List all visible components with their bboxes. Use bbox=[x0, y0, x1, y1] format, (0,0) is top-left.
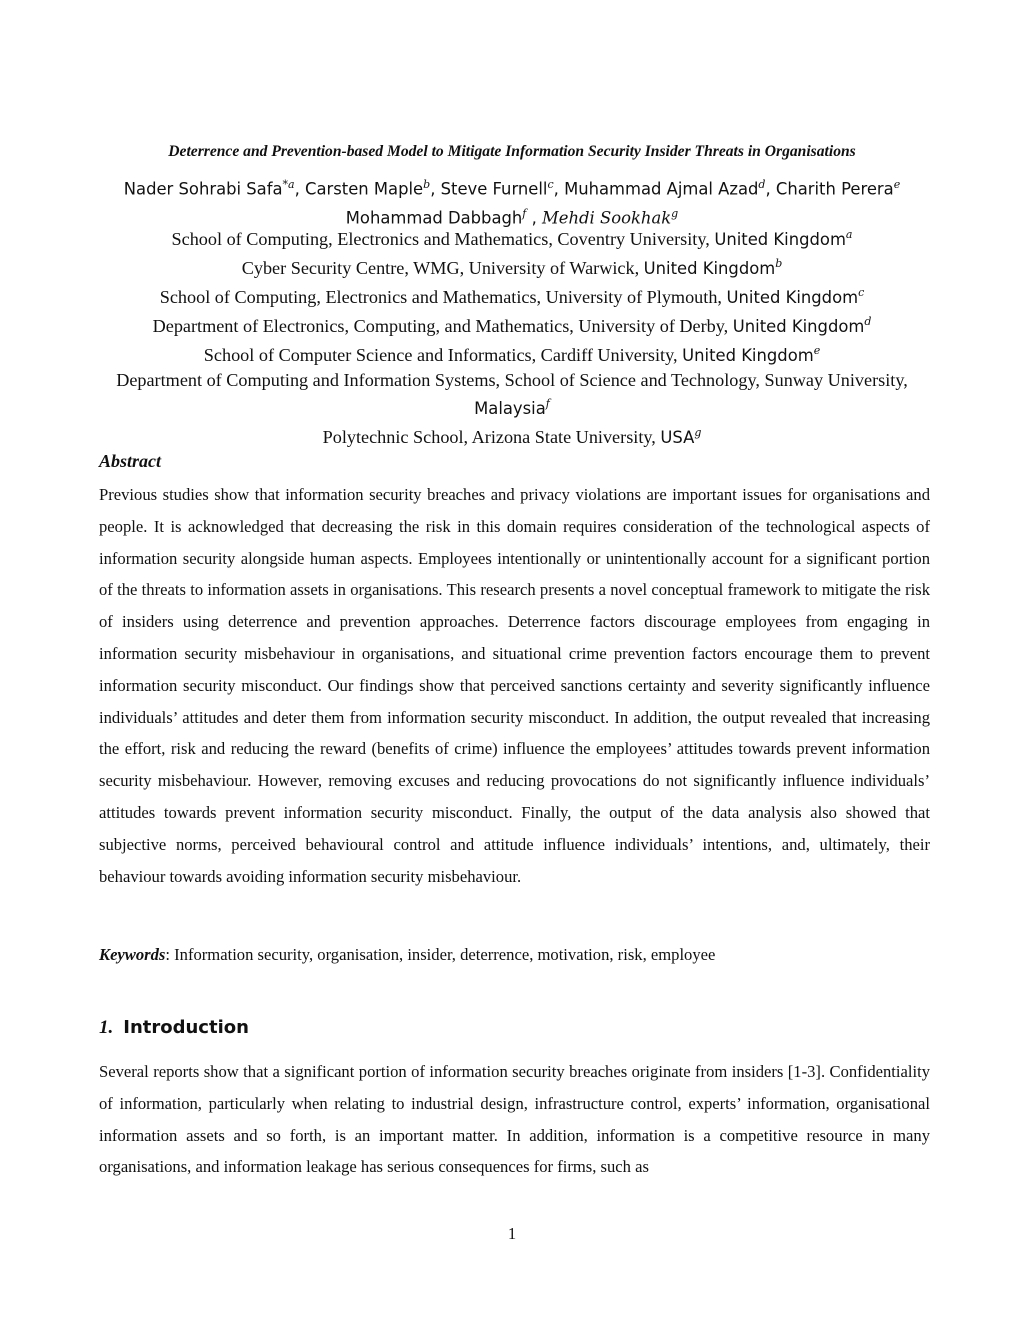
section-title: Introduction bbox=[123, 1017, 249, 1038]
author-name: Mehdi Sookhak bbox=[542, 208, 672, 228]
affiliation: Department of Computing and Information Systems, School of Science and Technology, Sunway University, Malaysia$^f$ bbox=[116, 370, 908, 419]
author-mark: b bbox=[423, 178, 431, 191]
keywords-text: : Information security, organisation, insider, deterrence, motivation, risk, employee bbox=[165, 945, 716, 964]
author-name: Muhammad Ajmal Azad bbox=[564, 179, 759, 199]
section-number: 1. bbox=[99, 1017, 114, 1038]
abstract-heading: Abstract bbox=[99, 451, 162, 471]
author-line-1: Nader Sohrabi Safa$^{*a}$, Carsten Maple$^b$, Steve Furnell$^c$, Muhammad Ajmal Azad$^d$, Charith Perera$^e$ bbox=[123, 178, 901, 199]
author-name: Nader Sohrabi Safa bbox=[123, 179, 283, 199]
author-mark: e bbox=[893, 178, 901, 191]
affiliation: School of Computing, Electronics and Mathematics, University of Plymouth, United Kingdom$^c$ bbox=[159, 286, 865, 308]
affiliation-list bbox=[80, 223, 944, 450]
affiliation: Department of Electronics, Computing, and Mathematics, University of Derby, United Kingdom$^d$ bbox=[152, 315, 872, 337]
author-name: Carsten Maple bbox=[305, 179, 424, 199]
paper-title: Deterrence and Prevention-based Model to Mitigate Information Security Insider Threats in Organisations bbox=[168, 143, 856, 160]
author-mark: c bbox=[547, 178, 554, 191]
affiliation: Cyber Security Centre, WMG, University of Warwick, United Kingdom$^b$ bbox=[241, 257, 783, 279]
author-line-2: Mohammad Dabbagh$^f$ , Mehdi Sookhak$^g$ bbox=[345, 207, 679, 228]
affiliation: School of Computer Science and Informatics, Cardiff University, United Kingdom$^e$ bbox=[203, 344, 821, 366]
author-name: Steve Furnell bbox=[440, 179, 548, 199]
keywords bbox=[99, 942, 930, 968]
section-heading bbox=[99, 1015, 249, 1041]
affiliation: School of Computing, Electronics and Mathematics, Coventry University, United Kingdom$^a$ bbox=[171, 228, 853, 250]
author-mark: *a bbox=[282, 178, 295, 191]
affiliation: Polytechnic School, Arizona State University, USA$^g$ bbox=[322, 426, 702, 448]
author-name: Mohammad Dabbagh bbox=[345, 208, 523, 228]
introduction-text: Several reports show that a significant portion of information security breaches originate from insiders [1-3]. Confidentiality of information, particularly when relating to industrial design, infrastructure control, experts’ information, organisational information assets and so forth, is an important matter. In addition, information is a competitive resource in many organisations, and information leakage has serious consequences for firms, such as bbox=[99, 1062, 930, 1177]
author-mark: f bbox=[522, 207, 527, 221]
author-mark: d bbox=[758, 178, 766, 191]
page-number: 1 bbox=[507, 1224, 517, 1243]
author-name: Charith Perera bbox=[775, 179, 894, 199]
abstract-text: Previous studies show that information security breaches and privacy violations are important issues for organisations and people. It is acknowledged that decreasing the risk in this domain requires consideration of the technological aspects of information security alongside human aspects. Employees intentionally or unintentionally account for a significant portion of the threats to information assets in organisations. This research presents a novel conceptual framework to mitigate the risk of insiders using deterrence and prevention approaches. Deterrence factors discourage employees from engaging in information security misbehaviour in organisations, and situational crime prevention factors encourage them to prevent information security misconduct. Our findings show that perceived sanctions certainty and severity significantly influence individuals’ attitudes and deter them from information security misconduct. In addition, the output revealed that increasing the effort, risk and reducing the reward (benefits of crime) influence the employees’ attitudes towards prevent information security misbehaviour. However, removing excuses and reducing provocations do not significantly influence individuals’ attitudes towards prevent information security misconduct. Finally, the output of the data analysis also showed that subjective norms, perceived behavioural control and attitude influence individuals’ intentions, and, ultimately, their behaviour towards avoiding information security misbehaviour. bbox=[99, 485, 930, 886]
keywords-label: Keywords bbox=[99, 945, 166, 964]
author-mark: g bbox=[671, 207, 679, 221]
